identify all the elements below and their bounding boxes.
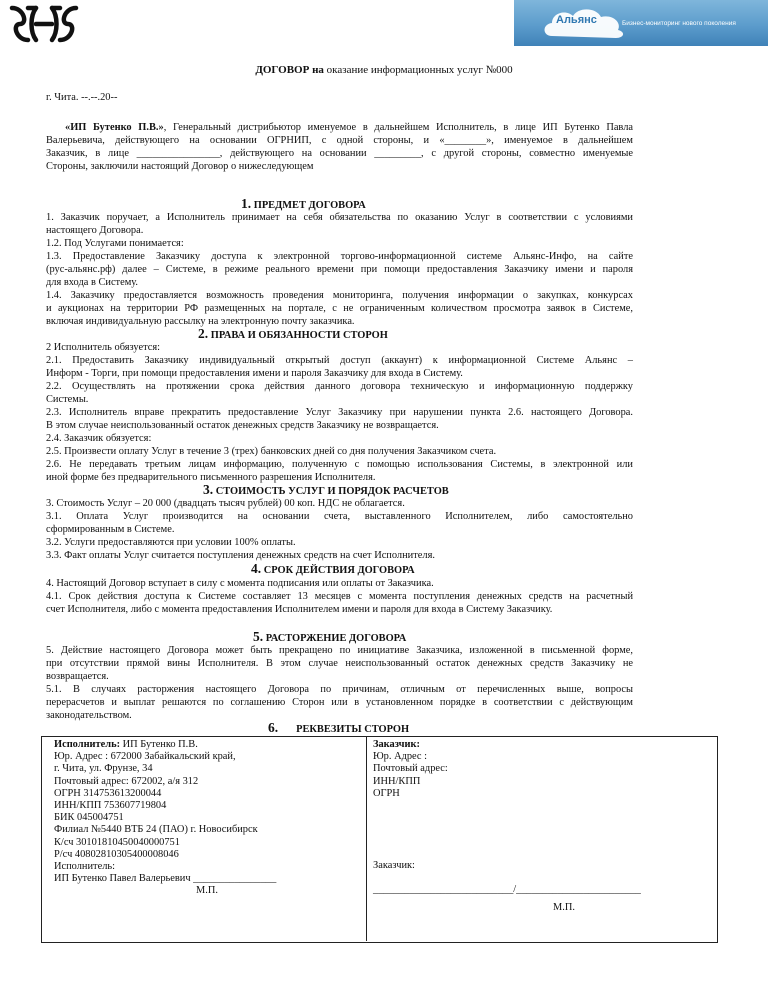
customer-label: Заказчик:: [373, 739, 420, 750]
paragraph-line: 3. Стоимость Услуг – 20 000 (двадцать тысяч рублей) 00 коп. НДС не облагается.: [46, 498, 405, 509]
paragraph-line: при отсутствии прямой вины Исполнителя. В этом случае неиспользованный остаток денежных средств Заказчику не: [46, 658, 633, 669]
requisite-line: Филиал №5440 ВТБ 24 (ПАО) г. Новосибирск: [54, 824, 258, 836]
stamp-label: М.П.: [553, 902, 575, 914]
paragraph-line: 1.4. Заказчику предоставляется возможность проведения мониторинга, получения информации о закупках, конкурсах: [46, 290, 633, 301]
requisite-line: ИНН/КПП: [373, 775, 421, 787]
paragraph-line: 5. Действие настоящего Договора может быть прекращено по инициативе Заказчика, изложенной в письменной форме,: [46, 645, 633, 656]
paragraph-line: 2.5. Произвести оплату Услуг в течение 3 (трех) банковских дней со дня получения Заказчиком счета.: [46, 446, 497, 457]
requisite-line: Почтовый адрес: 672002, а/я 312: [54, 775, 199, 787]
paragraph-line: возвращается.: [46, 671, 109, 682]
intro-line-1: «ИП Бутенко П.В.», Генеральный дистрибьютор именуемое в дальнейшем Исполнитель, в лице ИП Бутенко Павла: [65, 122, 634, 133]
contractor-signature-line: ИП Бутенко Павел Валерьевич ________________: [54, 873, 277, 885]
requisite-line: ОГРН: [373, 787, 400, 799]
section-heading: 5. РАСТОРЖЕНИЕ ДОГОВОРА: [253, 629, 407, 644]
paragraph-line: для входа в Систему.: [46, 277, 139, 288]
section-heading: 2. ПРАВА И ОБЯЗАННОСТИ СТОРОН: [198, 326, 388, 341]
section-heading: 6. РЕКВЕЗИТЫ СТОРОН: [268, 720, 410, 735]
paragraph-line: 2.6. Не передавать третьим лицам информацию, полученную с помощью использования Системы, в электронной или: [46, 459, 633, 470]
paragraph-line: 2.3. Исполнитель вправе прекратить предоставление Услуг Заказчику при нарушении пункта 2.6. настоящего Договора.: [46, 407, 633, 418]
requisite-line: БИК 045004751: [54, 812, 124, 824]
paragraph-line: Информ - Торги, при помощи предоставления имени и пароля Заказчику для входа в Систему.: [46, 368, 463, 379]
paragraph-line: иной форме без предварительного письменного разрешения Исполнителя.: [46, 472, 376, 483]
paragraph-line: В этом случае неиспользованный остаток денежных средств Заказчику не возвращается.: [46, 420, 439, 431]
contractor-requisites: [54, 739, 364, 897]
requisite-line: Исполнитель:: [54, 860, 116, 872]
paragraph-line: счет Исполнителя, либо с момента предоставления Исполнителем имени и пароля для входа в Систему Заказчику.: [46, 604, 553, 615]
customer-signature-line: ___________________________/________________________: [373, 884, 641, 896]
ornament-logo-icon: [6, 2, 82, 46]
requisite-line: ИНН/КПП 753607719804: [54, 799, 167, 811]
requisite-line: Р/сч 40802810305400008046: [54, 848, 179, 860]
paragraph-line: 2.4. Заказчик обязуется:: [46, 433, 152, 444]
intro-line-2: Валерьевича, действующего на основании ОГРНИП, с одной стороны, и «________», именуемое в дальнейшем: [46, 135, 633, 146]
paragraph-line: 1. Заказчик поручает, а Исполнитель принимает на себя обязательства по оказанию Услуг в соответствии с условиями: [46, 212, 633, 223]
intro-line-3: Заказчик, в лице ________________, действующего на основании _________, с другой стороны, совместно именуемые: [46, 148, 633, 159]
section-heading: 3. СТОИМОСТЬ УСЛУГ И ПОРЯДОК РАСЧЕТОВ: [203, 482, 449, 497]
requisite-line: г. Чита, ул. Фрунзе, 34: [54, 763, 153, 775]
paragraph-line: 1.2. Под Услугами понимается:: [46, 238, 184, 249]
paragraph-line: перерасчетов и выплат решаются по соглашению Сторон или в установленном порядке в соответствии с действующим: [46, 697, 633, 708]
page-title: [0, 64, 768, 76]
contractor-name: Исполнитель: ИП Бутенко П.В.: [54, 739, 198, 750]
paragraph-line: 3.1. Оплата Услуг производится на основании счета, выставленного Исполнителем, либо самостоятельно: [46, 511, 633, 522]
paragraph-line: законодательством.: [46, 710, 132, 721]
paragraph-line: и аукционах на территории РФ размещенных на портале, с не ограниченным количеством просмотра заявок в Системе,: [46, 303, 633, 314]
customer-requisites: [373, 739, 708, 915]
stamp-label: М.П.: [196, 885, 218, 897]
paragraph-line: 2 Исполнитель обязуется:: [46, 342, 161, 353]
requisite-line: К/сч 30101810450040000751: [54, 836, 180, 848]
brand-slogan: Бизнес-мониторинг нового поколения: [622, 20, 736, 27]
paragraph-line: 4.1. Срок действия доступа к Системе составляет 13 месяцев с момента поступления денежных средств на расчетный: [46, 591, 633, 602]
requisite-line: Юр. Адрес : 672000 Забайкальский край,: [54, 751, 236, 763]
requisite-line: ОГРН 314753613200044: [54, 787, 162, 799]
intro-party: «ИП Бутенко П.В.»: [65, 122, 164, 133]
paragraph-line: включая индивидуальную рассылку на электронную почту заказчика.: [46, 316, 355, 327]
paragraph-line: 5.1. В случаях расторжения настоящего Договора по причинам, отличным от перечисленных выше, вопросы: [46, 684, 633, 695]
paragraph-line: сформированным в Системе.: [46, 524, 175, 535]
paragraph-line: 2.1. Предоставить Заказчику индивидуальный открытый доступ (аккаунт) к информационной Системе Альянс –: [46, 355, 633, 366]
section-heading: 1. ПРЕДМЕТ ДОГОВОРА: [241, 196, 366, 211]
paragraph-line: 4. Настоящий Договор вступает в силу с момента подписания или оплаты от Заказчика.: [46, 578, 434, 589]
paragraph-line: 3.2. Услуги предоставляются при условии 100% оплаты.: [46, 537, 296, 548]
paragraph-line: 3.3. Факт оплаты Услуг считается поступления денежных средств на счет Исполнителя.: [46, 550, 435, 561]
place-date: г. Чита. --.--.20--: [46, 92, 118, 103]
paragraph-line: 2.2. Осуществлять на протяжении срока действия данного договора техническую и информационную поддержку: [46, 381, 633, 392]
paragraph-line: 1.3. Предоставление Заказчику доступа к электронной торгово-информационной системе Альянс-Инфо, на сайте: [46, 251, 633, 262]
paragraph-line: настоящего Договора.: [46, 225, 144, 236]
brand-name: Альянс: [556, 14, 597, 26]
header-banner: [514, 0, 768, 46]
title-bold: ДОГОВОР на: [255, 64, 324, 76]
requisites-divider: [366, 736, 367, 941]
requisite-line: Почтовый адрес:: [373, 763, 448, 775]
paragraph-line: Системы.: [46, 394, 89, 405]
title-rest: оказание информационных услуг №000: [323, 64, 513, 76]
requisite-line: Юр. Адрес :: [373, 751, 428, 763]
intro-line-4: Стороны, заключили настоящий Договор о нижеследующем: [46, 161, 314, 172]
paragraph-line: (рус-альянс.рф) далее – Системе, в режиме реального времени при помощи предоставления Заказчику имени и пароля: [46, 264, 633, 275]
customer-signer-label: Заказчик:: [373, 859, 415, 871]
section-heading: 4. СРОК ДЕЙСТВИЯ ДОГОВОРА: [251, 561, 415, 576]
